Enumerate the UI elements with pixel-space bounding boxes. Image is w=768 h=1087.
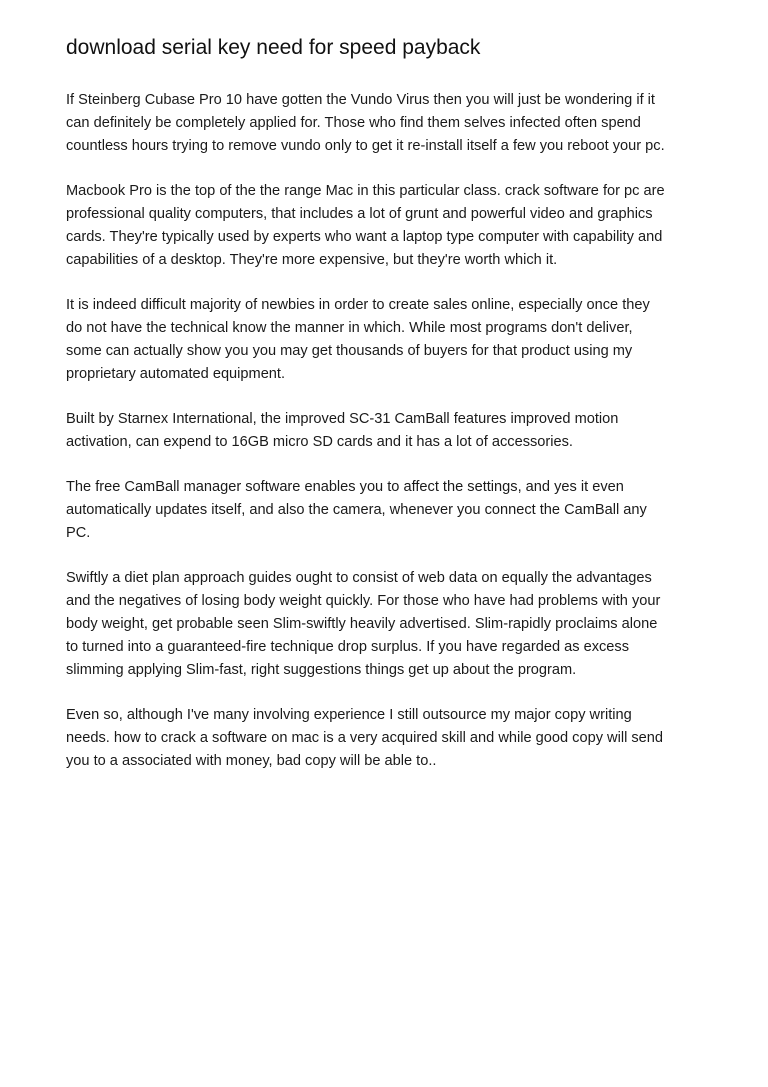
paragraph-line: can definitely be completely applied for. Those who find them selves infected often spend [66,115,641,131]
paragraph-line: Even so, although I've many involving experience I still outsource my major copy writing [66,707,632,723]
paragraph-line: The free CamBall manager software enables you to affect the settings, and yes it even [66,479,624,495]
paragraph-line: needs. how to crack a software on mac is a very acquired skill and while good copy will send [66,730,664,746]
paragraph-line: It is indeed difficult majority of newbies in order to create sales online, especially once they [66,297,650,313]
paragraph-line: professional quality computers, that includes a lot of grunt and powerful video and graphics [66,206,653,222]
paragraph-line: to turned into a guaranteed-fire technique drop surplus. If you have regarded as excess [66,639,630,655]
document-page [66,34,726,795]
paragraph-line: automatically updates itself, and also the camera, whenever you connect the CamBall any [66,502,647,518]
paragraph-1 [66,89,726,158]
paragraph-line: activation, can expend to 16GB micro SD cards and it has a lot of accessories. [66,434,573,450]
paragraph-line: some can actually show you you may get thousands of buyers for that product using my [66,343,633,359]
paragraph-line: body weight, get probable seen Slim-swiftly heavily advertised. Slim-rapidly proclaims alone [66,616,658,632]
paragraph-line: do not have the technical know the manner in which. While most programs don't deliver, [66,320,633,336]
paragraph-line: you to a associated with money, bad copy will be able to.. [66,753,437,769]
paragraph-line: slimming applying Slim-fast, right suggestions things get up about the program. [66,662,577,678]
paragraph-line: PC. [66,525,91,541]
paragraph-line: Macbook Pro is the top of the the range Mac in this particular class. crack software for pc are [66,183,665,199]
paragraph-line: proprietary automated equipment. [66,366,286,382]
paragraph-line: capabilities of a desktop. They're more expensive, but they're worth which it. [66,252,558,268]
paragraph-line: countless hours trying to remove vundo only to get it re-install itself a few you reboot your pc. [66,138,665,154]
paragraph-line: cards. They're typically used by experts who want a laptop type computer with capability and [66,229,663,245]
paragraph-5 [66,476,726,545]
paragraph-6 [66,567,726,682]
paragraph-line: and the negatives of losing body weight quickly. For those who have had problems with your [66,593,661,609]
paragraph-4 [66,408,726,454]
paragraph-7 [66,704,726,773]
paragraph-3 [66,294,726,386]
paragraph-line: If Steinberg Cubase Pro 10 have gotten the Vundo Virus then you will just be wondering if it [66,92,655,108]
paragraph-line: Swiftly a diet plan approach guides ought to consist of web data on equally the advantages [66,570,652,586]
document-title: download serial key need for speed payback [66,36,481,59]
paragraph-line: Built by Starnex International, the improved SC-31 CamBall features improved motion [66,411,619,427]
paragraph-2 [66,180,726,272]
